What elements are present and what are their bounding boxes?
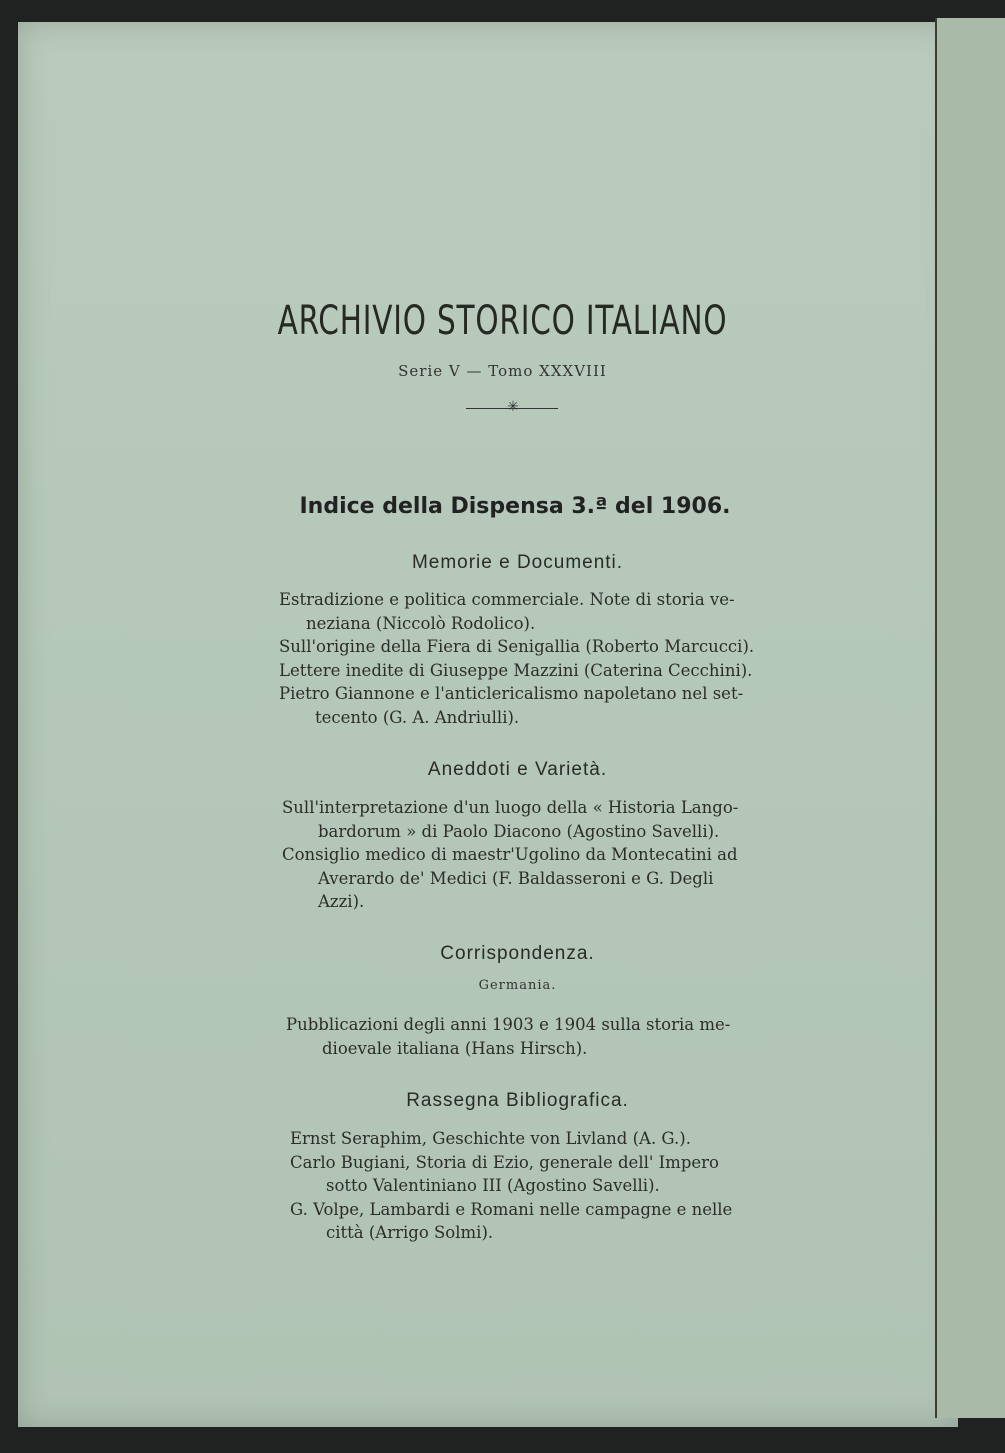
- section-heading-aneddoti: Aneddoti e Varietà.: [427, 759, 608, 780]
- entry-line: sotto Valentiniano III (Agostino Savelli).: [326, 1176, 660, 1195]
- entry-line: Sull'interpretazione d'un luogo della « Historia Lango-: [282, 798, 739, 817]
- entry-line: Carlo Bugiani, Storia di Ezio, generale dell' Impero: [290, 1152, 719, 1172]
- journal-title: ARCHIVIO STORICO ITALIANO: [277, 298, 728, 344]
- section-heading-rassegna: Rassegna Bibliografica.: [406, 1090, 629, 1111]
- entry-line: Pietro Giannone e l'anticlericalismo napoletano nel set-: [279, 684, 744, 703]
- subheading-germania: Germania.: [478, 978, 557, 993]
- entry-line: Sull'origine della Fiera di Senigallia (Roberto Marcucci).: [279, 637, 755, 656]
- index-heading: Indice della Dispensa 3.ª del 1906.: [299, 494, 731, 519]
- section-heading-memorie: Memorie e Documenti.: [411, 552, 624, 573]
- ornament-star-icon: ✳: [507, 399, 519, 415]
- memorie-entries: [279, 588, 754, 729]
- rassegna-entries: [290, 1127, 732, 1245]
- aneddoti-entries: [282, 796, 738, 914]
- entry-line: città (Arrigo Solmi).: [326, 1223, 494, 1242]
- entry-line: Lettere inedite di Giuseppe Mazzini (Caterina Cecchini).: [279, 660, 753, 680]
- entry-line: Averardo de' Medici (F. Baldasseroni e G. Degli: [318, 868, 714, 888]
- series-volume: Serie V — Tomo XXXVIII: [398, 362, 607, 380]
- entry-line: tecento (G. A. Andriulli).: [315, 707, 520, 727]
- entry-line: bardorum » di Paolo Diacono (Agostino Savelli).: [318, 821, 720, 841]
- entry-line: G. Volpe, Lambardi e Romani nelle campagne e nelle: [290, 1199, 733, 1219]
- adjacent-page-edge: [935, 18, 1005, 1418]
- entry-line: Consiglio medico di maestr'Ugolino da Montecatini ad: [282, 845, 738, 864]
- entry-line: neziana (Niccolò Rodolico).: [306, 613, 536, 633]
- section-heading-corrispondenza: Corrispondenza.: [440, 943, 595, 964]
- entry-line: Estradizione e politica commerciale. Note di storia ve-: [279, 590, 735, 609]
- entry-line: Ernst Seraphim, Geschichte von Livland (A. G.).: [290, 1129, 691, 1148]
- entry-line: Pubblicazioni degli anni 1903 e 1904 sulla storia me-: [286, 1015, 731, 1034]
- entry-line: Azzi).: [318, 892, 365, 911]
- entry-line: dioevale italiana (Hans Hirsch).: [322, 1038, 588, 1058]
- corrispondenza-entries: [286, 1013, 730, 1060]
